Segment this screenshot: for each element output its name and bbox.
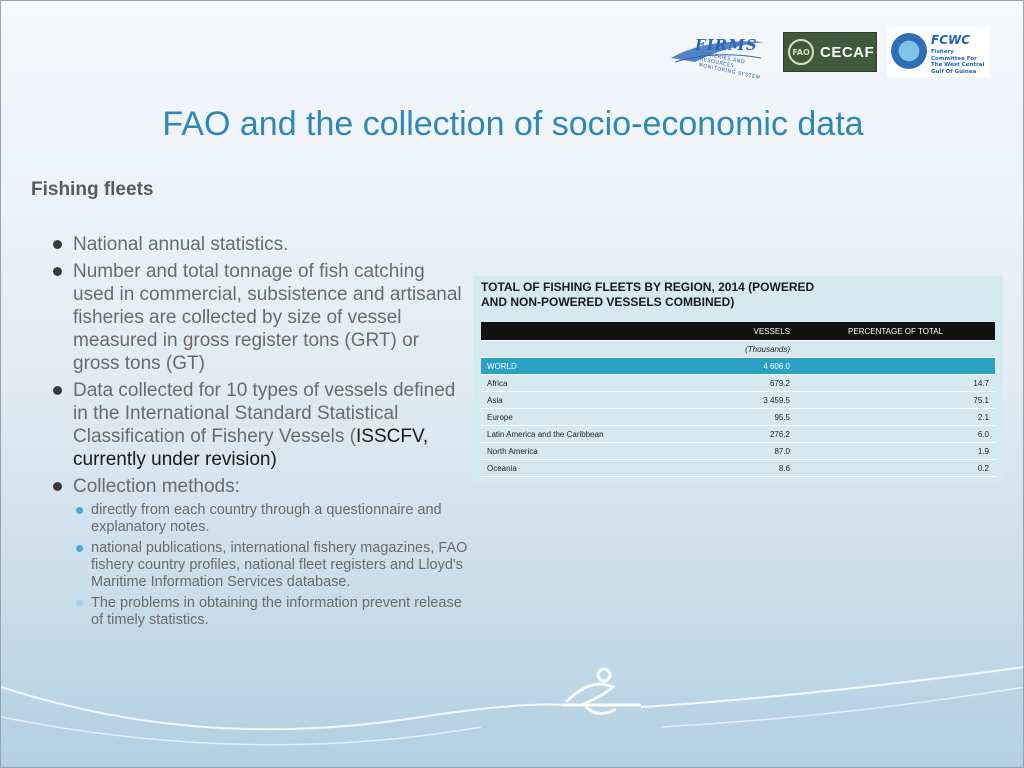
region-cell: Europe bbox=[481, 409, 659, 426]
bullet-item bbox=[49, 379, 469, 471]
fao-emblem-icon: FAO bbox=[788, 39, 814, 65]
bullet-item bbox=[49, 260, 469, 375]
percentage-cell: 0.2 bbox=[796, 460, 995, 477]
firms-logo-subtext: FISHERIES AND RESOURCES MONITORING SYSTEM bbox=[697, 50, 761, 82]
wave-decoration-icon bbox=[1, 657, 1024, 767]
table-row bbox=[481, 392, 995, 409]
region-cell: WORLD bbox=[481, 358, 659, 375]
vessels-cell: 95.5 bbox=[659, 409, 796, 426]
vessels-cell: 4 606.0 bbox=[659, 358, 796, 375]
fcwc-logo-fullname: Fishery Committee For The West Central Gulf Of Guinea bbox=[931, 49, 985, 75]
sub-bullet-list bbox=[73, 502, 469, 629]
bullet-list bbox=[49, 233, 469, 633]
fcwc-logo bbox=[887, 27, 989, 77]
sub-bullet-item: directly from each country through a questionnaire and explanatory notes. bbox=[73, 502, 469, 536]
column-header-percentage: PERCENTAGE OF TOTAL bbox=[796, 322, 995, 341]
percentage-cell: 6.0 bbox=[796, 426, 995, 443]
fleet-table-title: TOTAL OF FISHING FLEETS BY REGION, 2014 (POWERED AND NON-POWERED VESSELS COMBINED) bbox=[481, 280, 815, 309]
bullet-item bbox=[49, 233, 469, 256]
sub-bullet-item: national publications, international fishery magazines, FAO fishery country profiles, national fleet registers and Lloyd's Maritime Information Services database. bbox=[73, 540, 469, 591]
bullet-text: Number and total tonnage of fish catching used in commercial, subsistence and artisanal fisheries are collected by size of vessel measured in gross register tons (GRT) or gross tons (GT) bbox=[73, 261, 462, 374]
logo-bar bbox=[665, 27, 989, 82]
region-cell: Asia bbox=[481, 392, 659, 409]
vessels-cell: 87.0 bbox=[659, 443, 796, 460]
firms-logo bbox=[665, 28, 773, 82]
percentage-cell: 2.1 bbox=[796, 409, 995, 426]
vessels-cell: 679.2 bbox=[659, 375, 796, 392]
table-row bbox=[481, 409, 995, 426]
fleet-table-panel bbox=[473, 276, 1003, 483]
sub-bullet-item: The problems in obtaining the information prevent release of timely statistics. bbox=[73, 595, 469, 629]
fcwc-globe-icon bbox=[891, 33, 927, 69]
bullet-item bbox=[49, 475, 469, 629]
units-spacer bbox=[481, 341, 659, 358]
cecaf-logo-text: CECAF bbox=[820, 43, 875, 61]
cecaf-logo bbox=[783, 32, 877, 72]
fish-emblem-icon bbox=[561, 669, 641, 714]
vessels-cell: 276.2 bbox=[659, 426, 796, 443]
table-row bbox=[481, 460, 995, 477]
fleet-table bbox=[481, 322, 995, 477]
region-cell: Oceania bbox=[481, 460, 659, 477]
percentage-cell: 75.1 bbox=[796, 392, 995, 409]
units-spacer bbox=[796, 341, 995, 358]
vessels-cell: 3 459.5 bbox=[659, 392, 796, 409]
slide-title: FAO and the collection of socio-economic data bbox=[162, 105, 864, 143]
percentage-cell bbox=[796, 358, 995, 375]
bullet-text: National annual statistics. bbox=[73, 234, 289, 255]
firms-logo-text: FIRMS bbox=[695, 36, 758, 54]
units-label: (Thousands) bbox=[659, 341, 796, 358]
region-cell: Latin America and the Caribbean bbox=[481, 426, 659, 443]
table-row bbox=[481, 375, 995, 392]
table-row bbox=[481, 426, 995, 443]
fcwc-logo-abbr: FCWC bbox=[931, 33, 971, 47]
percentage-cell: 1.9 bbox=[796, 443, 995, 460]
table-units-row bbox=[481, 341, 995, 358]
bullet-text: Data collected for 10 types of vessels defined in the International Standard Statistical Classification of Fishery Vessels ( bbox=[73, 380, 456, 447]
table-header-row bbox=[481, 322, 995, 341]
bullet-text: Collection methods: bbox=[73, 476, 240, 497]
bullet-highlight-text: ISSCFV, currently under revision) bbox=[73, 426, 429, 470]
vessels-cell: 8.6 bbox=[659, 460, 796, 477]
region-cell: North America bbox=[481, 443, 659, 460]
table-row bbox=[481, 443, 995, 460]
region-cell: Africa bbox=[481, 375, 659, 392]
column-header-vessels: VESSELS bbox=[659, 322, 796, 341]
percentage-cell: 14.7 bbox=[796, 375, 995, 392]
section-subtitle: Fishing fleets bbox=[31, 179, 154, 200]
table-row bbox=[481, 358, 995, 375]
column-header-region bbox=[481, 322, 659, 341]
